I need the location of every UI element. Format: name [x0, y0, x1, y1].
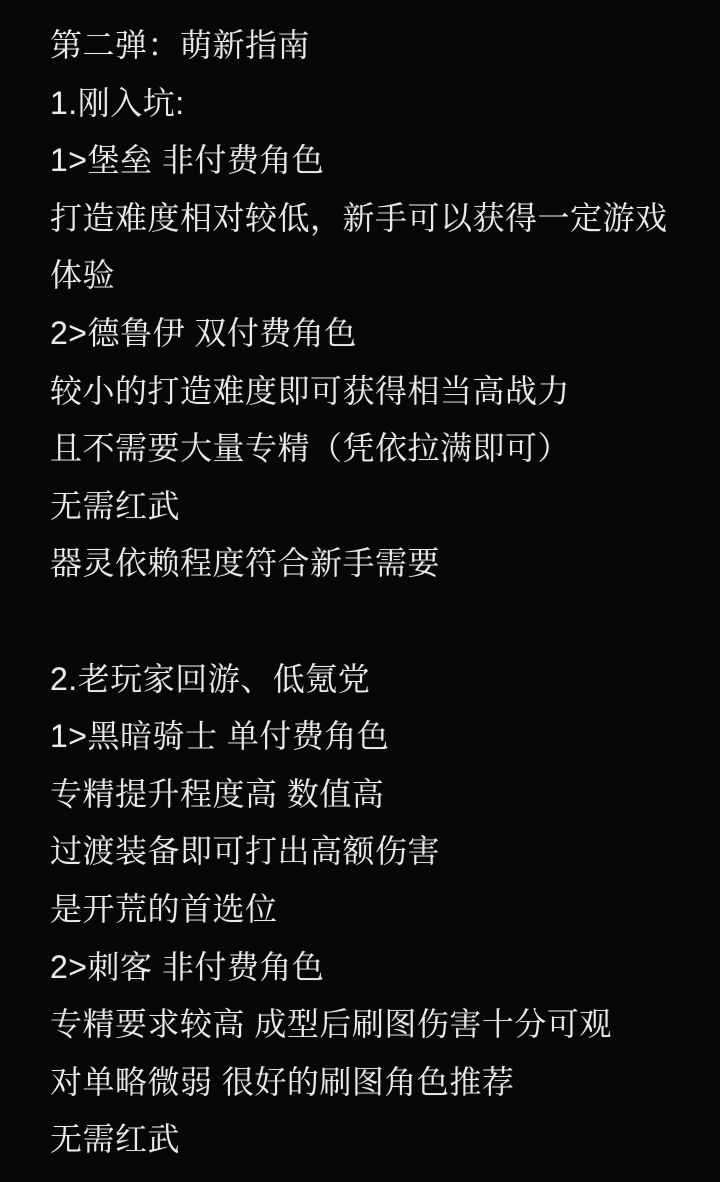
- text-line: 是开荒的首选位: [50, 890, 278, 927]
- section-heading: 2.老玩家回游、低氪党: [50, 660, 371, 697]
- text-line: 体验: [50, 257, 116, 294]
- section-heading: 1.刚入坑:: [50, 84, 185, 121]
- text-line: 对单略微弱 很好的刷图角色推荐: [50, 1063, 515, 1100]
- text-line: 器灵依赖程度符合新手需要: [50, 545, 441, 582]
- text-line: 打造难度相对较低，新手可以获得一定游戏: [50, 199, 668, 236]
- text-line: 过渡装备即可打出高额伤害: [50, 833, 441, 870]
- text-line: 无需红武: [50, 487, 181, 524]
- text-line: 1>堡垒 非付费角色: [50, 142, 325, 179]
- text-line: 1>黑暗骑士 单付费角色: [50, 718, 390, 755]
- document-title: 第二弹：萌新指南: [50, 27, 311, 63]
- text-line: 无需红武: [50, 1121, 181, 1158]
- text-line: 较小的打造难度即可获得相当高战力: [50, 372, 571, 409]
- text-line: 专精要求较高 成型后刷图伤害十分可观: [50, 1006, 612, 1043]
- text-line: 专精提升程度高 数值高: [50, 775, 385, 812]
- text-line: 2>刺客 非付费角色: [50, 948, 325, 985]
- text-line: 且不需要大量专精（凭依拉满即可）: [50, 430, 571, 467]
- text-line: 2>德鲁伊 双付费角色: [50, 314, 357, 351]
